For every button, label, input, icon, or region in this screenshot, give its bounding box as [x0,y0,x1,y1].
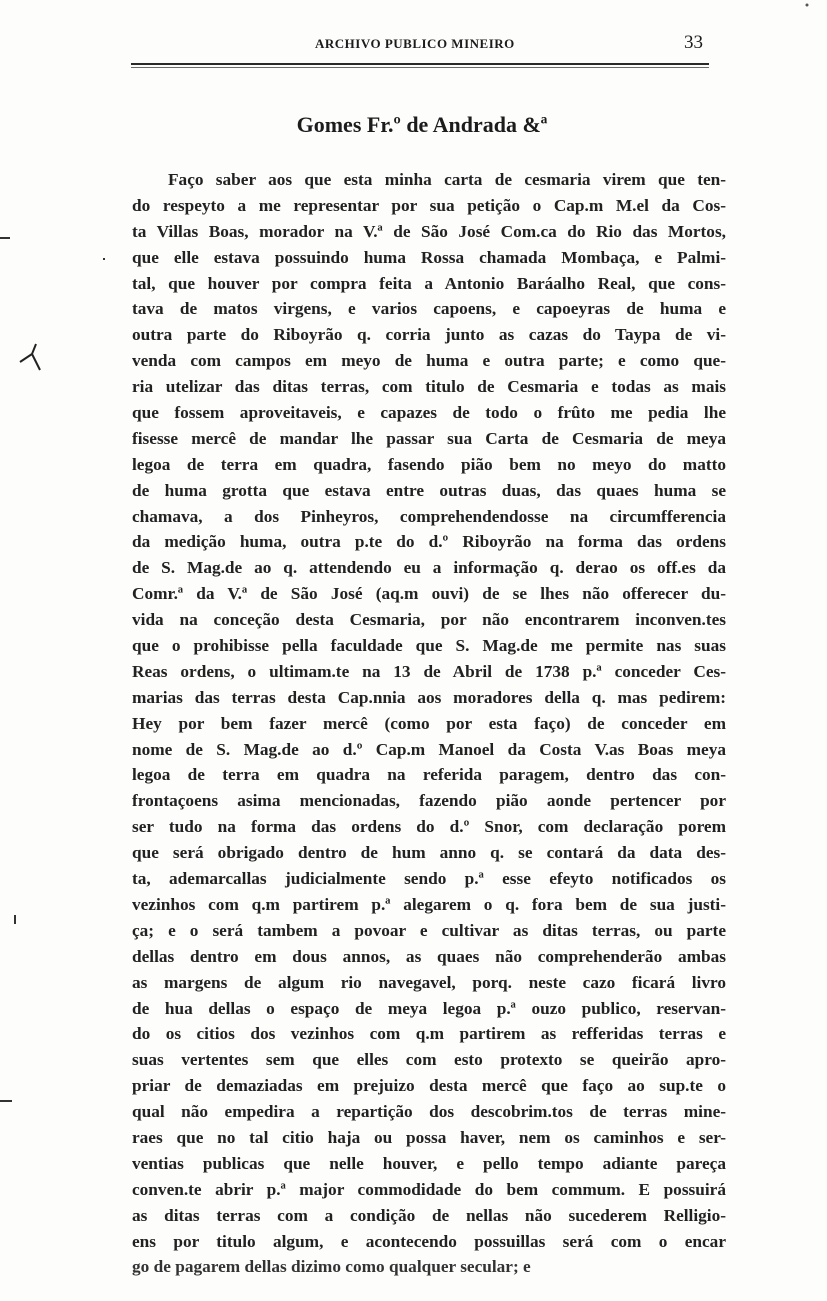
text-line: do respeyto a me representar por sua petição o Cap.m M.el da Cos- [132,195,726,215]
text-line: ria utelizar das ditas terras, com titulo de Cesmaria e todas as mais [132,377,726,397]
text-line: de S. Mag.de ao q. attendendo eu a informação q. derao os off.es da [132,558,726,578]
text-line: ta, ademarcallas judicialmente sendo p.ª esse efeyto notificados os [132,869,726,889]
document-title-text: Gomes Fr.º de Andrada &ª [296,112,548,137]
text-line: as margens de algum rio navegavel, porq. neste cazo ficará livro [132,972,726,992]
page-number: 33 [684,32,703,53]
text-line: de huma grotta que estava entre outras duas, das quaes huma se [132,480,726,500]
text-line: qual não empedira a repartição dos descobrim.tos de terras mine- [132,1102,726,1122]
text-line: ventias publicas que nelle houver, e pello tempo adiante pareça [132,1153,726,1173]
text-line: ta Villas Boas, morador na V.ª de São José Com.ca do Rio das Mortos, [132,221,726,241]
corner-mark [801,0,813,10]
margin-mark [0,237,10,239]
text-line: que o prohibisse pella faculdade que S. Mag.de me permite nas suas [132,636,726,656]
text-line: as ditas terras com a condição de nellas não sucederem Relligio- [132,1205,726,1225]
text-line: Comr.ª da V.ª de São José (aq.m ouvi) de se lhes não offerecer du- [132,584,726,604]
text-line: legoa de terra em quadra na referida paragem, dentro das con- [132,765,726,785]
margin-mark [0,1100,12,1102]
text-line: Faço saber aos que esta minha carta de cesmaria virem que ten- [168,170,726,189]
text-line: de hua dellas o espaço de meya legoa p.ª ouzo publico, reservan- [132,998,726,1018]
text-line: venda com campos em meyo de huma e outra parte; e como que- [132,351,726,371]
text-line: nome de S. Mag.de ao d.º Cap.m Manoel da Costa V.as Boas meya [132,739,726,759]
text-line: que será obrigado dentro de hum anno q. se contará da data des- [132,843,726,863]
margin-mark [103,258,105,260]
text-line: raes que no tal citio haja ou possa haver, nem os caminhos e ser- [132,1127,726,1147]
text-line: frontaçoens asima mencionadas, fazendo pião aonde pertencer por [132,791,726,811]
text-line: vida na conceção desta Cesmaria, por não encontrarem inconven.tes [132,610,726,630]
text-line: ens por titulo algum, e acontecendo possuillas será com o encar [132,1231,726,1251]
text-line: ser tudo na forma das ordens do d.º Snor, com declaração porem [132,817,726,837]
text-line: fisesse mercê de mandar lhe passar sua Carta de Cesmaria de meya [132,428,726,448]
text-line: que elle estava possuindo huma Rossa chamada Mombaça, e Palmi- [132,247,726,267]
text-line: vezinhos com q.m partirem p.ª alegarem o q. fora bem de sua justi- [132,894,726,914]
text-line: go de pagarem dellas dizimo como qualquer secular; e [132,1257,531,1277]
text-line: que fossem aproveitaveis, e capazes de todo o frûto me pedia lhe [132,403,726,423]
text-line: legoa de terra em quadra, fasendo pião bem no meyo do matto [132,454,726,474]
text-line: Reas ordens, o ultimam.te na 13 de Abril de 1738 p.ª conceder Ces- [132,661,726,681]
text-line: tal, que houver por compra feita a Antonio Baráalho Real, que cons- [132,273,726,293]
margin-mark [14,915,16,924]
text-line: marias das terras desta Cap.nnia aos moradores della q. mas pedirem: [132,687,726,707]
text-line: dellas dentro em dous annos, as quaes não comprehenderão ambas [132,946,726,966]
text-line: Hey por bem fazer mercê (como por esta faço) de conceder em [132,713,726,733]
text-line: priar de demaziadas em prejuizo desta mercê que faço ao sup.te o [132,1076,726,1096]
margin-check-mark [18,340,44,374]
text-line: conven.te abrir p.ª major commodidade do bem commum. E possuirá [132,1179,726,1199]
header-rule-thin [131,67,709,68]
text-line: suas vertentes sem que elles com esto protexto se queirão apro- [132,1050,726,1070]
header-rule [131,63,709,65]
text-line: tava de matos virgens, e varios capoens, e capoeyras de huma e [132,299,726,319]
document-title [0,112,827,138]
text-line: ça; e o será tambem a povoar e cultivar as ditas terras, ou parte [132,920,726,940]
text-line: chamava, a dos Pinheyros, comprehendendosse na circumfferencia [132,506,726,526]
running-header: ARCHIVO PUBLICO MINEIRO [315,36,515,51]
text-line: outra parte do Riboyrão q. corria junto as cazas do Taypa de vi- [132,325,726,345]
document-body [132,167,726,1280]
text-line: da medição huma, outra p.te do d.º Riboyrão na forma das ordens [132,532,726,552]
text-line: do os citios dos vezinhos com q.m partirem as refferidas terras e [132,1024,726,1044]
